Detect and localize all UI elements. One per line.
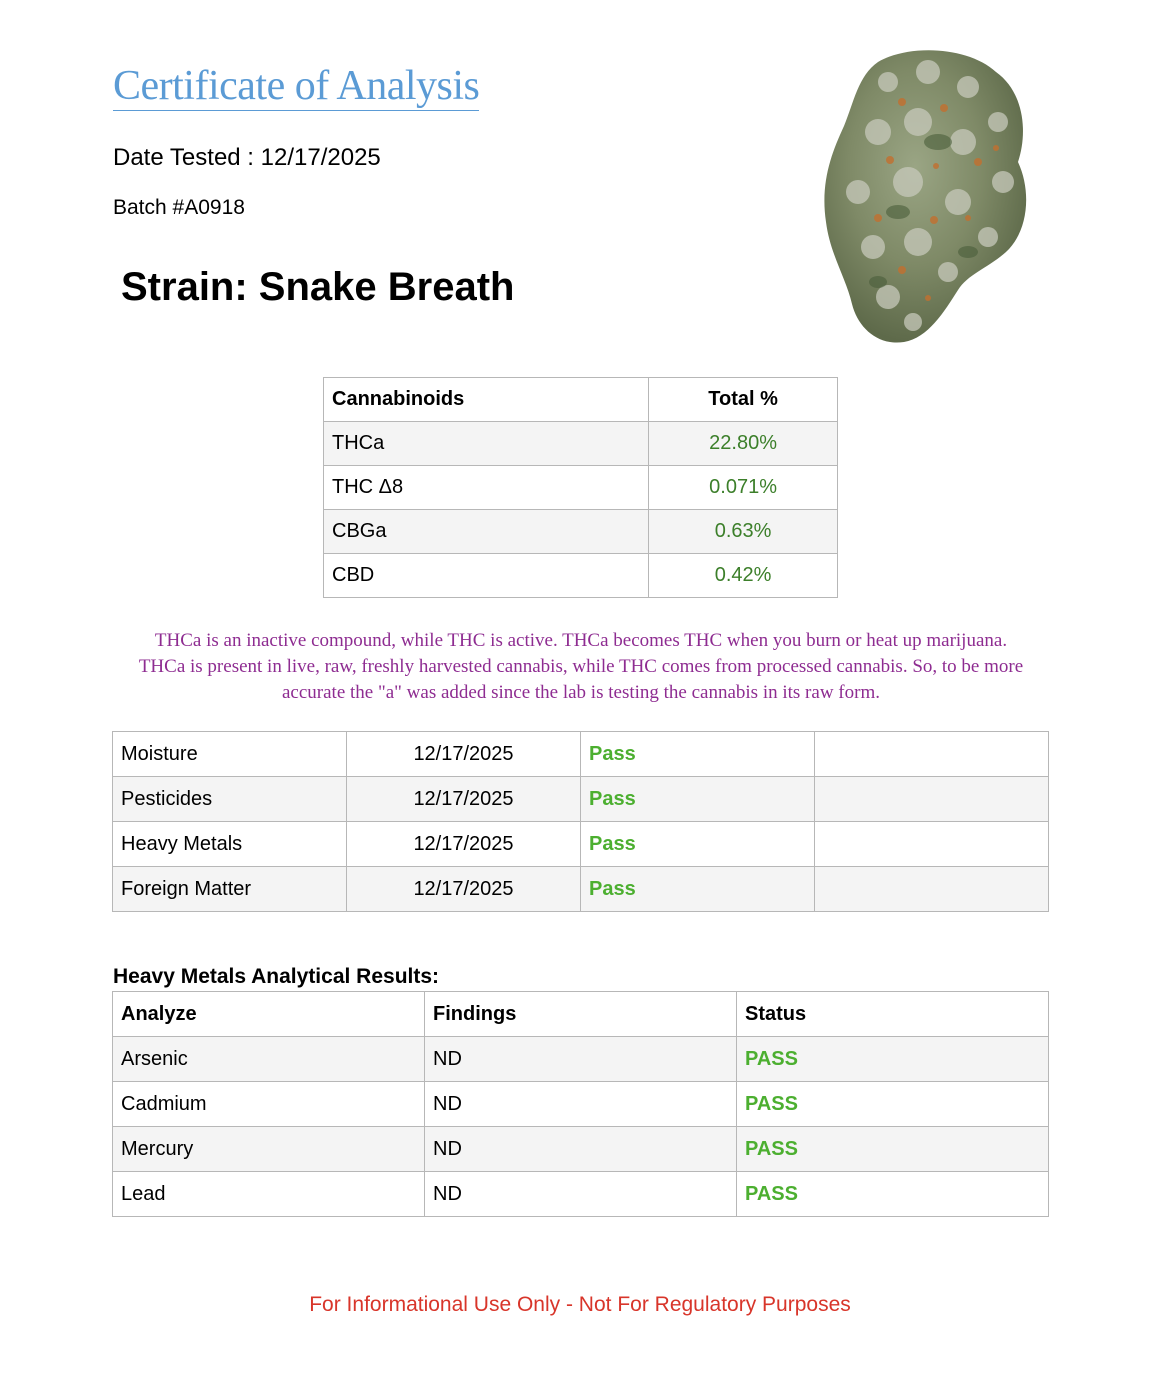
cannabis-bud-photo: [818, 42, 1032, 346]
analyte-name: Mercury: [113, 1127, 425, 1172]
table-row: [113, 1082, 1049, 1127]
test-extra: [815, 732, 1049, 777]
table-row: [113, 867, 1049, 912]
table-row: [324, 466, 838, 510]
analyte-finding: ND: [425, 1127, 737, 1172]
table-row: [113, 1037, 1049, 1082]
table-row: [324, 422, 838, 466]
document-title: Certificate of Analysis: [113, 63, 480, 109]
cannabinoid-value: 0.42%: [649, 554, 838, 598]
test-result: Pass: [581, 732, 815, 777]
test-name: Moisture: [113, 732, 347, 777]
date-tested: Date Tested : 12/17/2025: [113, 144, 381, 171]
column-header-status: Status: [737, 992, 1049, 1037]
thca-explanation-note: [100, 628, 1062, 706]
cannabinoid-name: CBGa: [324, 510, 649, 554]
test-date: 12/17/2025: [347, 867, 581, 912]
test-date: 12/17/2025: [347, 732, 581, 777]
table-header-row: [113, 992, 1049, 1037]
analyte-name: Cadmium: [113, 1082, 425, 1127]
table-row: [113, 822, 1049, 867]
cannabinoid-value: 0.63%: [649, 510, 838, 554]
test-date: 12/17/2025: [347, 777, 581, 822]
column-header-analyze: Analyze: [113, 992, 425, 1037]
analyte-finding: ND: [425, 1037, 737, 1082]
analyte-name: Lead: [113, 1172, 425, 1217]
cannabinoid-name: THCa: [324, 422, 649, 466]
heavy-metals-heading: Heavy Metals Analytical Results:: [113, 965, 440, 988]
table-row: [113, 777, 1049, 822]
column-header-total-percent: Total %: [649, 378, 838, 422]
table-row: [324, 510, 838, 554]
note-line: THCa is present in live, raw, freshly harvested cannabis, while THC comes from processed cannabis. So, to be more: [138, 656, 1024, 677]
table-header-row: [324, 378, 838, 422]
test-extra: [815, 867, 1049, 912]
cannabinoid-value: 22.80%: [649, 422, 838, 466]
strain-name: Strain: Snake Breath: [121, 265, 515, 309]
disclaimer: For Informational Use Only - Not For Regulatory Purposes: [309, 1293, 851, 1316]
test-result: Pass: [581, 822, 815, 867]
analyte-finding: ND: [425, 1172, 737, 1217]
analyte-status: PASS: [737, 1037, 1049, 1082]
test-name: Heavy Metals: [113, 822, 347, 867]
note-line: accurate the "a" was added since the lab is testing the cannabis in its raw form.: [282, 682, 880, 703]
column-header-findings: Findings: [425, 992, 737, 1037]
note-line: THCa is an inactive compound, while THC is active. THCa becomes THC when you burn or heat up marijuana.: [154, 630, 1008, 651]
analyte-finding: ND: [425, 1082, 737, 1127]
cannabinoid-name: THC Δ8: [324, 466, 649, 510]
test-name: Foreign Matter: [113, 867, 347, 912]
batch-number: Batch #A0918: [113, 196, 245, 219]
table-row: [113, 732, 1049, 777]
analyte-status: PASS: [737, 1082, 1049, 1127]
analyte-status: PASS: [737, 1172, 1049, 1217]
heavy-metals-table: [112, 991, 1049, 1217]
column-header-cannabinoids: Cannabinoids: [324, 378, 649, 422]
analyte-name: Arsenic: [113, 1037, 425, 1082]
test-date: 12/17/2025: [347, 822, 581, 867]
table-row: [113, 1172, 1049, 1217]
cannabinoids-table: [323, 377, 838, 598]
tests-table: [112, 731, 1049, 912]
test-result: Pass: [581, 867, 815, 912]
table-row: [324, 554, 838, 598]
test-name: Pesticides: [113, 777, 347, 822]
cannabinoid-value: 0.071%: [649, 466, 838, 510]
test-extra: [815, 777, 1049, 822]
test-result: Pass: [581, 777, 815, 822]
analyte-status: PASS: [737, 1127, 1049, 1172]
cannabinoid-name: CBD: [324, 554, 649, 598]
table-row: [113, 1127, 1049, 1172]
test-extra: [815, 822, 1049, 867]
